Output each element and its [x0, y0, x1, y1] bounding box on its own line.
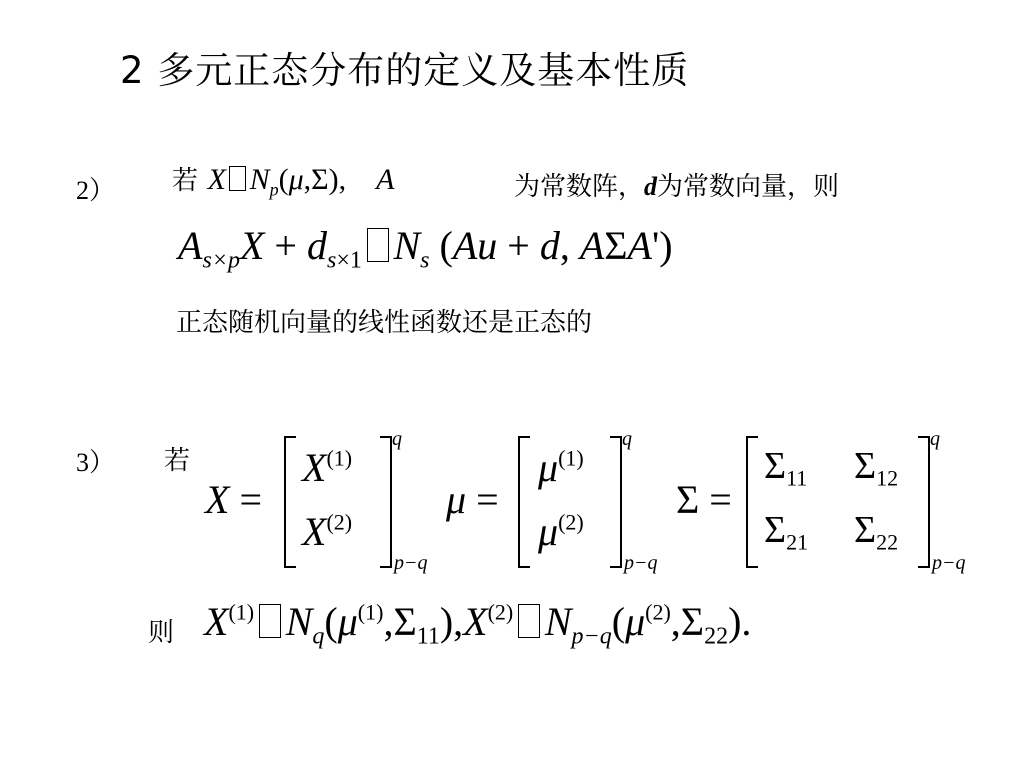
d-symbol: d: [644, 172, 658, 201]
mu-equals: μ =: [446, 477, 499, 522]
mu-partition-matrix: $\mu^{(1)}$ $\mu^{(2)}$: [518, 436, 622, 568]
const-matrix-text: 为常数阵，: [514, 172, 645, 202]
formula-premise: X $N_p(\mu,\Sigma)$, A: [207, 163, 395, 200]
item2-note: 正态随机向量的线性函数还是正态的: [176, 308, 593, 338]
sigma-partition-matrix: $\Sigma_{11}$ $\Sigma_{12}$ $\Sigma_{21}$ $\Sigma_{22}$: [746, 436, 930, 568]
then-label: 则: [148, 618, 175, 648]
sigma-equals: Σ =: [676, 477, 732, 522]
formula-marginal: $X^{(1)}$ $N_q(\mu^{(1)},\Sigma_{11}),X^{(2)}$ $N_{p-q}(\mu^{(2)},\Sigma_{22})$.: [204, 599, 752, 650]
sigma-scr-pq: p−q: [932, 552, 966, 574]
item-number-3: 3）: [76, 448, 116, 477]
item2-premise: [172, 160, 394, 200]
x-equals: X =: [205, 477, 262, 522]
x-partition-matrix: $X^{(1)}$ $X^{(2)}$: [284, 436, 392, 568]
item3-if: 若: [164, 446, 191, 476]
mu-scr-pq: p−q: [624, 552, 658, 574]
item2-condition: [514, 166, 839, 203]
if-label: 若: [172, 166, 199, 196]
sigma-scr-q: q: [930, 428, 940, 450]
formula-linear-transform: $A_{s\times p}X + d_{s\times 1}$ $N_s$ (Au + d, AΣA'): [178, 223, 673, 274]
mu-scr-q: q: [622, 428, 632, 450]
page-title: 2 多元正态分布的定义及基本性质: [120, 49, 690, 92]
item-number-2: 2）: [76, 176, 116, 205]
const-vector-text: 为常数向量，则: [657, 172, 840, 202]
x-scr-q: q: [392, 428, 402, 450]
x-scr-pq: p−q: [394, 552, 428, 574]
